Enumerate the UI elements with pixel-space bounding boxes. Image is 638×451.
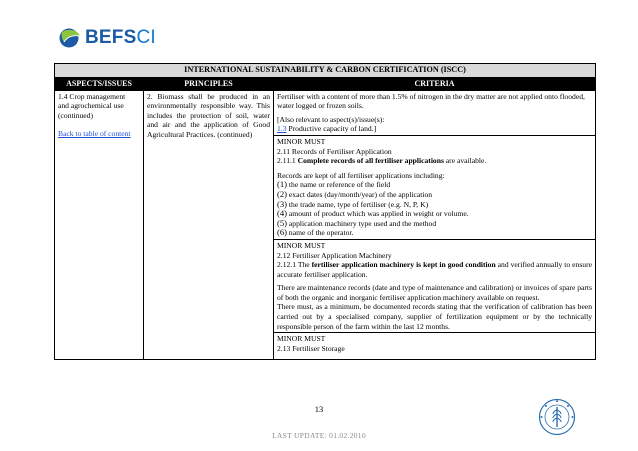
page-number: 13 (314, 404, 324, 414)
aspect-line: 1.4 Crop management (58, 91, 126, 101)
header-criteria: CRITERIA (274, 78, 596, 91)
list-item: (4) amount of product which was applied in weight or volume. (277, 208, 469, 219)
criteria-title: 2.11 Records of Fertiliser Application (277, 146, 392, 156)
back-to-toc-link[interactable]: Back to table of content (58, 129, 131, 139)
records-intro: Records are kept of all fertiliser applications including: (277, 170, 445, 180)
last-update: LAST UPDATE: 01.02.2010 (272, 431, 366, 440)
criteria-subtitle: 2.11.1 Complete records of all fertiliser applications are available. (277, 156, 487, 166)
criteria-title: 2.13 Fertiliser Storage (277, 343, 345, 353)
list-item: (2) exact dates (day/month/year) of the application (277, 188, 433, 199)
leaf-globe-icon (58, 27, 82, 49)
criteria-title: 2.12 Fertiliser Application Machinery (277, 250, 392, 260)
must-level: MINOR MUST (277, 334, 326, 344)
criteria-text: Fertiliser with a content of more than 1.5% of nitrogen in the dry matter are not applied onto flooded, water logged or frozen soils. (277, 91, 585, 111)
aspect-line: (continued) (58, 110, 94, 120)
criteria-cell-4 (274, 333, 596, 360)
aspect-cell (55, 90, 144, 360)
criteria-cell-3 (274, 239, 596, 332)
criteria-reference: 1.3 Productive capacity of land.] (277, 124, 377, 134)
reference-link[interactable]: 1.3 (277, 124, 287, 134)
table-title-row (55, 64, 596, 78)
header-aspects: ASPECTS/ISSUES (55, 78, 144, 91)
must-level: MINOR MUST (277, 240, 326, 250)
records-list (277, 180, 592, 238)
list-item: (1) the name or reference of the field (277, 179, 391, 190)
principle-cell: 2. Biomass shall be produced in an environmentally responsible way. This includes the protection of soil, water and air and the application of Good Agricultural Practices. (continued) (144, 90, 274, 360)
criteria-subtitle: 2.12.1 The fertiliser application machinery is kept in good condition and verified annually to ensure accurate fertiliser application. (277, 260, 592, 279)
befsci-logo (58, 27, 156, 49)
must-level: MINOR MUST (277, 136, 326, 146)
table-title: INTERNATIONAL SUSTAINABILITY & CARBON CERTIFICATION (ISCC) (55, 64, 596, 78)
table-row (55, 90, 596, 135)
logo-text: BEFSCI (85, 27, 156, 48)
list-item: (6) name of the operator. (277, 227, 354, 238)
list-item: (5) application machinery type used and the method (277, 217, 437, 228)
criteria-relevance: [Also relevant to aspect(s)/issue(s): (277, 114, 385, 124)
header-principles: PRINCIPLES (144, 78, 274, 91)
maintenance-paragraph: There are maintenance records (date and type of maintenance and calibration) or invoices of spare parts of both the organic and inorganic fertiliser application machinery available on request. (277, 283, 592, 302)
calibration-paragraph: There must, as a minimum, be documented records stating that the verification of calibration has been carried out by a specialised company, supplier of fertilization equipment or by the technically responsible person of the farm within the last 12 months. (277, 302, 592, 331)
aspect-line: and agrochemical use (58, 101, 124, 111)
list-item: (3) the trade name, type of fertiliser (e.g. N, P, K) (277, 198, 429, 209)
criteria-cell-1 (274, 90, 596, 135)
table-header-row (55, 78, 596, 91)
fao-emblem-icon (538, 398, 576, 436)
criteria-table (54, 63, 596, 360)
criteria-cell-2 (274, 135, 596, 239)
